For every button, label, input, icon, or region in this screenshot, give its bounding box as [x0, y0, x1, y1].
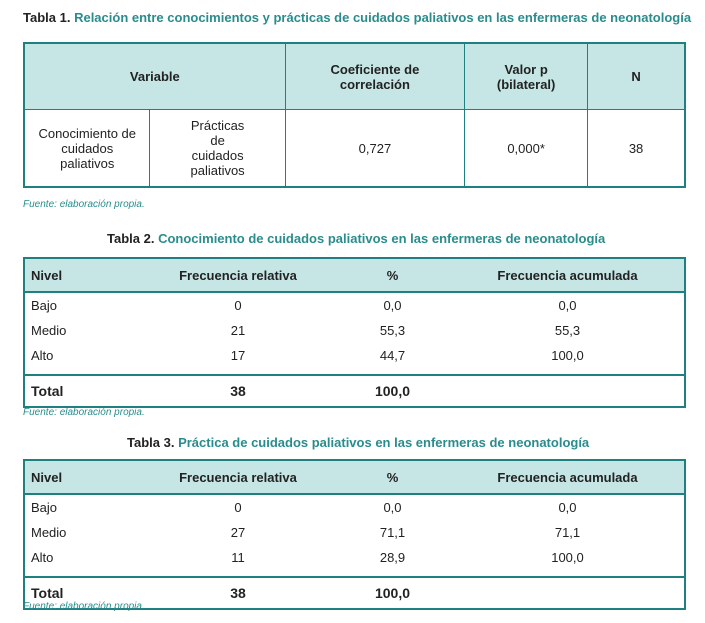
table3-header-percent: %: [334, 460, 451, 494]
table1-cell-var2: Prácticas de cuidados paliativos: [150, 110, 285, 188]
table3-row: [24, 520, 685, 545]
table1-cell-n: 38: [588, 110, 685, 188]
table2-cell: 44,7: [379, 348, 406, 363]
table2-cell: 55,3: [554, 323, 581, 338]
table1-source: Fuente: elaboración propia.: [23, 199, 145, 210]
table3-header-row: [24, 460, 685, 494]
table3-total-label: Total: [24, 577, 142, 609]
table3-caption-number: Tabla 3.: [127, 435, 175, 450]
table2-cell: 0,0: [558, 298, 577, 313]
table1-cell-var1: Conocimiento de cuidados paliativos: [24, 110, 150, 188]
table2-row: [24, 292, 685, 318]
table2-spacer: [24, 368, 685, 375]
table1: [23, 42, 686, 188]
table2-total-label: Total: [24, 375, 142, 407]
table1-header-coef: Coeficiente de correlación: [285, 43, 464, 110]
table2-cell: 17: [230, 348, 246, 363]
table3-cell: Bajo: [31, 500, 58, 515]
table3-cell: 27: [230, 525, 246, 540]
table3-row: [24, 545, 685, 570]
table3-total-freq: 38: [142, 577, 334, 609]
table3-cell: 71,1: [554, 525, 581, 540]
table3-source: Fuente: elaboración propia.: [23, 601, 145, 612]
table3: [23, 459, 686, 610]
table3-header-freq-rel: Frecuencia relativa: [142, 460, 334, 494]
table2-cell: 55,3: [379, 323, 406, 338]
table3-cell: 71,1: [379, 525, 406, 540]
table1-header-p: Valor p (bilateral): [465, 43, 588, 110]
table1-caption-text: Relación entre conocimientos y prácticas de cuidados paliativos en las enfermeras de neonatología: [74, 10, 692, 25]
table3-total-percent: 100,0: [334, 577, 451, 609]
table3-caption: [127, 435, 589, 450]
table1-header-row: [24, 43, 685, 110]
table2-header-row: [24, 258, 685, 292]
table2-cell: 21: [230, 323, 246, 338]
table2-header-freq-acum: Frecuencia acumulada: [451, 258, 685, 292]
table2-cell: 100,0: [551, 348, 584, 363]
table1-header-n: N: [588, 43, 685, 110]
table1-cell-coef: 0,727: [285, 110, 464, 188]
table2-cell: 0: [234, 298, 242, 313]
table2-caption: [107, 231, 605, 246]
table2-header-percent: %: [334, 258, 451, 292]
table3-header-nivel: Nivel: [24, 460, 142, 494]
table3-cell: Medio: [31, 525, 67, 540]
table1-cell-p: 0,000*: [465, 110, 588, 188]
table3-cell: 0: [234, 500, 242, 515]
table3-cell: Alto: [31, 550, 54, 565]
table2-caption-text: Conocimiento de cuidados paliativos en las enfermeras de neonatología: [158, 231, 606, 246]
table1-header-variable: Variable: [24, 43, 285, 110]
table2-header-nivel: Nivel: [24, 258, 142, 292]
table1-caption: [23, 10, 691, 25]
table2-total-percent: 100,0: [334, 375, 451, 407]
table3-cell: 11: [231, 550, 245, 565]
table2-row: [24, 318, 685, 343]
table2-header-freq-rel: Frecuencia relativa: [142, 258, 334, 292]
table2-row: [24, 343, 685, 368]
table3-cell: 0,0: [558, 500, 577, 515]
table2-total-freq: 38: [142, 375, 334, 407]
table2-caption-number: Tabla 2.: [107, 231, 155, 246]
table2-total-acum: [451, 375, 685, 407]
table2-cell: 0,0: [383, 298, 402, 313]
table1-caption-number: Tabla 1.: [23, 10, 71, 25]
table3-cell: 100,0: [551, 550, 584, 565]
table2-cell: Medio: [31, 323, 67, 338]
table2-cell: Alto: [31, 348, 54, 363]
table3-cell: 28,9: [379, 550, 406, 565]
table2: [23, 257, 686, 408]
table3-cell: 0,0: [383, 500, 402, 515]
table2-total-row: [24, 375, 685, 407]
table1-row: [24, 110, 685, 188]
table3-row: [24, 494, 685, 520]
table3-header-freq-acum: Frecuencia acumulada: [451, 460, 685, 494]
table3-spacer: [24, 570, 685, 577]
table3-total-acum: [451, 577, 685, 609]
table3-caption-text: Práctica de cuidados paliativos en las enfermeras de neonatología: [178, 435, 590, 450]
table2-cell: Bajo: [31, 298, 58, 313]
table2-source: Fuente: elaboración propia.: [23, 407, 145, 418]
